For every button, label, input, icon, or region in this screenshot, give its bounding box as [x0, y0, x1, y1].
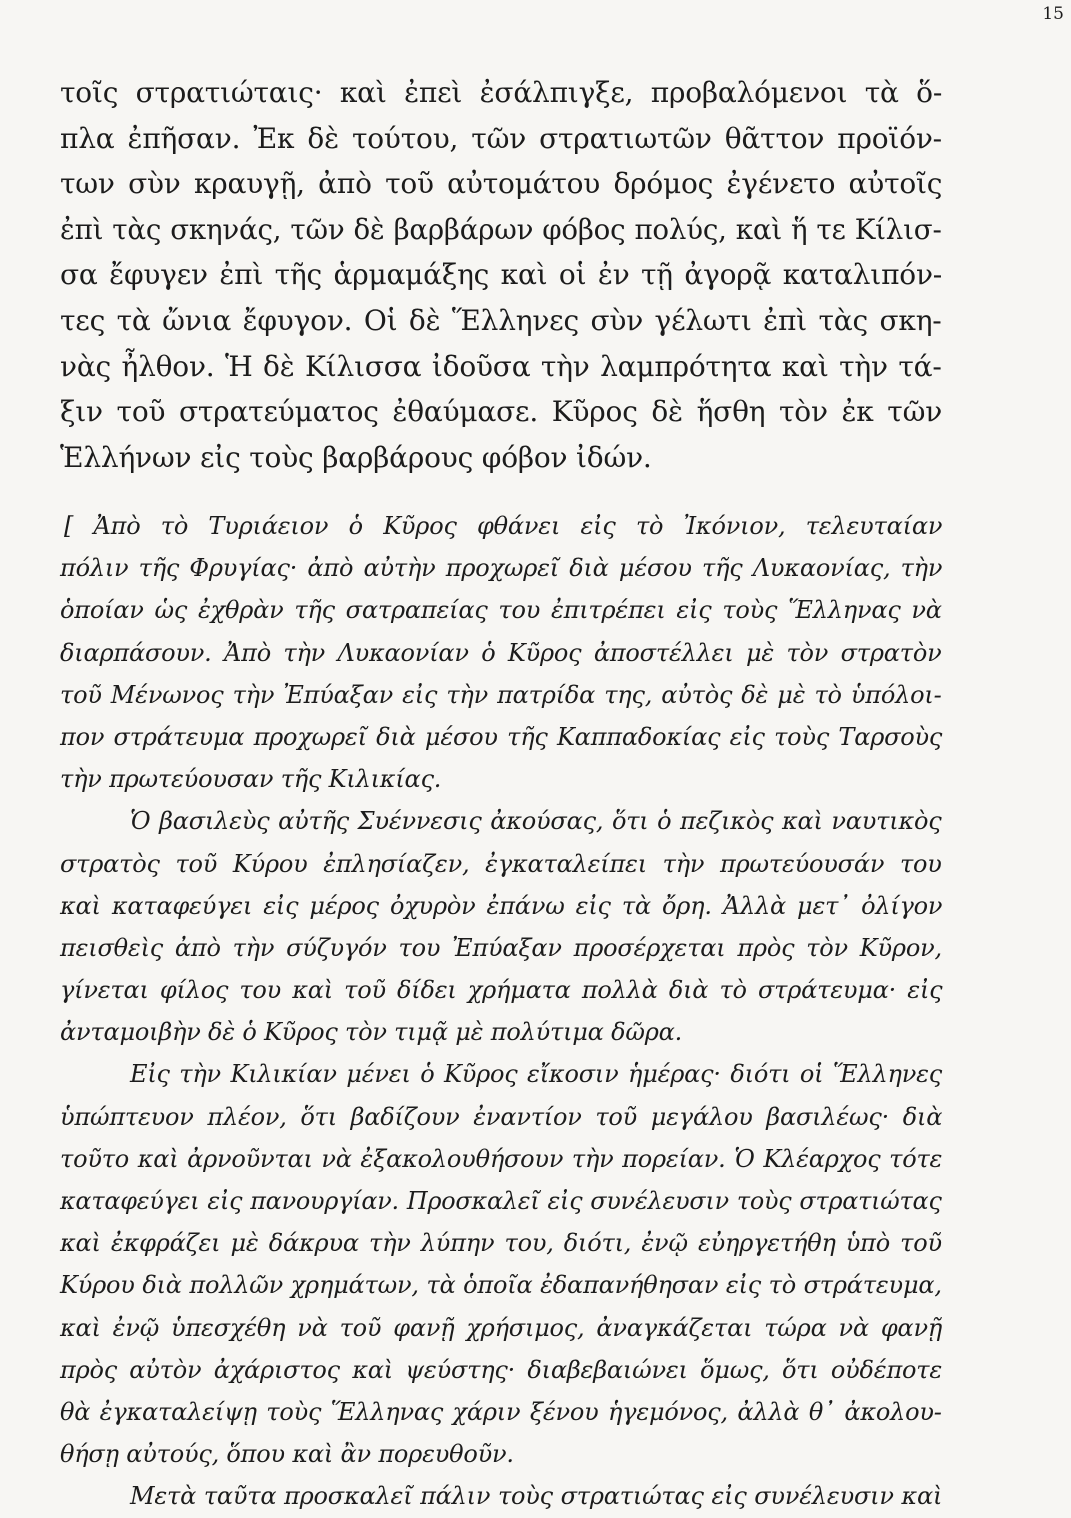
italic-summary-text — [60, 505, 942, 1518]
text-line: ὁποίαν ὡς ἐχθρὰν τῆς σατραπείας του ἐπιτρέπει εἰς τοὺς Ἕλληνας νὰ — [60, 596, 942, 625]
text-line: τοῦτο καὶ ἀρνοῦνται νὰ ἐξακολουθήσουν τὴν πορείαν. Ὁ Κλέαρχος τότε — [60, 1144, 943, 1173]
text-line: Ἑλλήνων εἰς τοὺς βαρβάρους φόβον ἰδών. — [60, 440, 652, 474]
page-number: 15 — [1042, 4, 1064, 24]
greek-original-text — [60, 70, 942, 480]
text-line: γίνεται φίλος του καὶ τοῦ δίδει χρήματα πολλὰ διὰ τὸ στράτευμα· εἰς — [60, 976, 943, 1005]
text-line: θὰ ἐγκαταλείψῃ τοὺς Ἕλληνας χάριν ξένου ἡγεμόνος, ἀλλὰ θ᾽ ἀκολου- — [60, 1397, 942, 1426]
text-line: πον στράτευμα προχωρεῖ διὰ μέσου τῆς Καππαδοκίας εἰς τοὺς Ταρσοὺς — [60, 722, 943, 751]
text-line: των σὺν κραυγῇ, ἀπὸ τοῦ αὐτομάτου δρόμος ἐγένετο αὐτοῖς — [60, 167, 943, 201]
text-line: τες τὰ ὤνια ἔφυγον. Οἱ δὲ Ἕλληνες σὺν γέλωτι ἐπὶ τὰς σκη- — [60, 303, 942, 337]
text-line: Ὁ βασιλεὺς αὐτῆς Συέννεσις ἀκούσας, ὅτι ὁ πεζικὸς καὶ ναυτικὸς — [130, 807, 942, 836]
text-line: καὶ καταφεύγει εἰς μέρος ὀχυρὸν ἐπάνω εἰς τὰ ὄρη. Ἀλλὰ μετ᾽ ὀλίγον — [60, 891, 943, 920]
text-line: πεισθεὶς ἀπὸ τὴν σύζυγόν του Ἐπύαξαν προσέρχεται πρὸς τὸν Κῦρον, — [60, 933, 942, 962]
text-line: πρὸς αὐτὸν ἀχάριστος καὶ ψεύστης· διαβεβαιώνει ὅμως, ὅτι οὐδέποτε — [60, 1355, 943, 1384]
text-line: ἀνταμοιβὴν δὲ ὁ Κῦρος τὸν τιμᾷ μὲ πολύτιμα δῶρα. — [60, 1018, 683, 1047]
text-line: τοῖς στρατιώταις· καὶ ἐπεὶ ἐσάλπιγξε, προβαλόμενοι τὰ ὅ- — [60, 76, 943, 109]
text-line: ξιν τοῦ στρατεύματος ἐθαύμασε. Κῦρος δὲ ἥσθη τὸν ἐκ τῶν — [60, 395, 943, 429]
text-line: [ Ἀπὸ τὸ Τυριάειον ὁ Κῦρος φθάνει εἰς τὸ Ἰκόνιον, τελευταίαν — [64, 512, 943, 540]
text-line: Εἰς τὴν Κιλικίαν μένει ὁ Κῦρος εἴκοσιν ἡμέρας· διότι οἱ Ἕλληνες — [130, 1060, 943, 1089]
text-line: θήσῃ αὐτούς, ὅπου καὶ ἂν πορευθοῦν. — [60, 1440, 514, 1469]
text-line: πλα ἐπῆσαν. Ἐκ δὲ τούτου, τῶν στρατιωτῶν θᾶττον προϊόν- — [60, 121, 942, 155]
text-line: στρατὸς τοῦ Κύρου ἐπλησίαζεν, ἐγκαταλείπει τὴν πρωτεύουσάν του — [60, 849, 942, 878]
text-line: πόλιν τῆς Φρυγίας· ἀπὸ αὐτὴν προχωρεῖ διὰ μέσου τῆς Λυκαονίας, τὴν — [60, 554, 943, 583]
text-line: Μετὰ ταῦτα προσκαλεῖ πάλιν τοὺς στρατιώτας εἰς συνέλευσιν καὶ — [130, 1482, 943, 1511]
text-line: καταφεύγει εἰς πανουργίαν. Προσκαλεῖ εἰς συνέλευσιν τοὺς στρατιώτας — [60, 1187, 942, 1215]
text-line: σα ἔφυγεν ἐπὶ τῆς ἁρμαμάξης καὶ οἱ ἐν τῇ ἀγορᾷ καταλιπόν- — [60, 258, 943, 292]
text-line: Κύρου διὰ πολλῶν χρημάτων, τὰ ὁποῖα ἐδαπανήθησαν εἰς τὸ στράτευμα, — [60, 1271, 942, 1300]
text-line: νὰς ἦλθον. Ἡ δὲ Κίλισσα ἰδοῦσα τὴν λαμπρότητα καὶ τὴν τά- — [60, 349, 942, 383]
text-line: καὶ ἐκφράζει μὲ δάκρυα τὴν λύπην του, διότι, ἐνῷ εὐηργετήθη ὑπὸ τοῦ — [60, 1229, 942, 1258]
text-line: διαρπάσουν. Ἀπὸ τὴν Λυκαονίαν ὁ Κῦρος ἀποστέλλει μὲ τὸν στρατὸν — [60, 638, 942, 667]
text-line: ἐπὶ τὰς σκηνάς, τῶν δὲ βαρβάρων φόβος πολύς, καὶ ἥ τε Κίλισ- — [60, 212, 942, 246]
text-line: καὶ ἐνῷ ὑπεσχέθη νὰ τοῦ φανῇ χρήσιμος, ἀναγκάζεται τώρα νὰ φανῇ — [60, 1313, 943, 1342]
text-line: τὴν πρωτεύουσαν τῆς Κιλικίας. — [60, 765, 442, 794]
text-line: ὑπώπτευον πλέον, ὅτι βαδίζουν ἐναντίον τοῦ μεγάλου βασιλέως· διὰ — [60, 1102, 943, 1131]
text-line: τοῦ Μένωνος τὴν Ἐπύαξαν εἰς τὴν πατρίδα της, αὐτὸς δὲ μὲ τὸ ὑπόλοι- — [60, 680, 942, 709]
